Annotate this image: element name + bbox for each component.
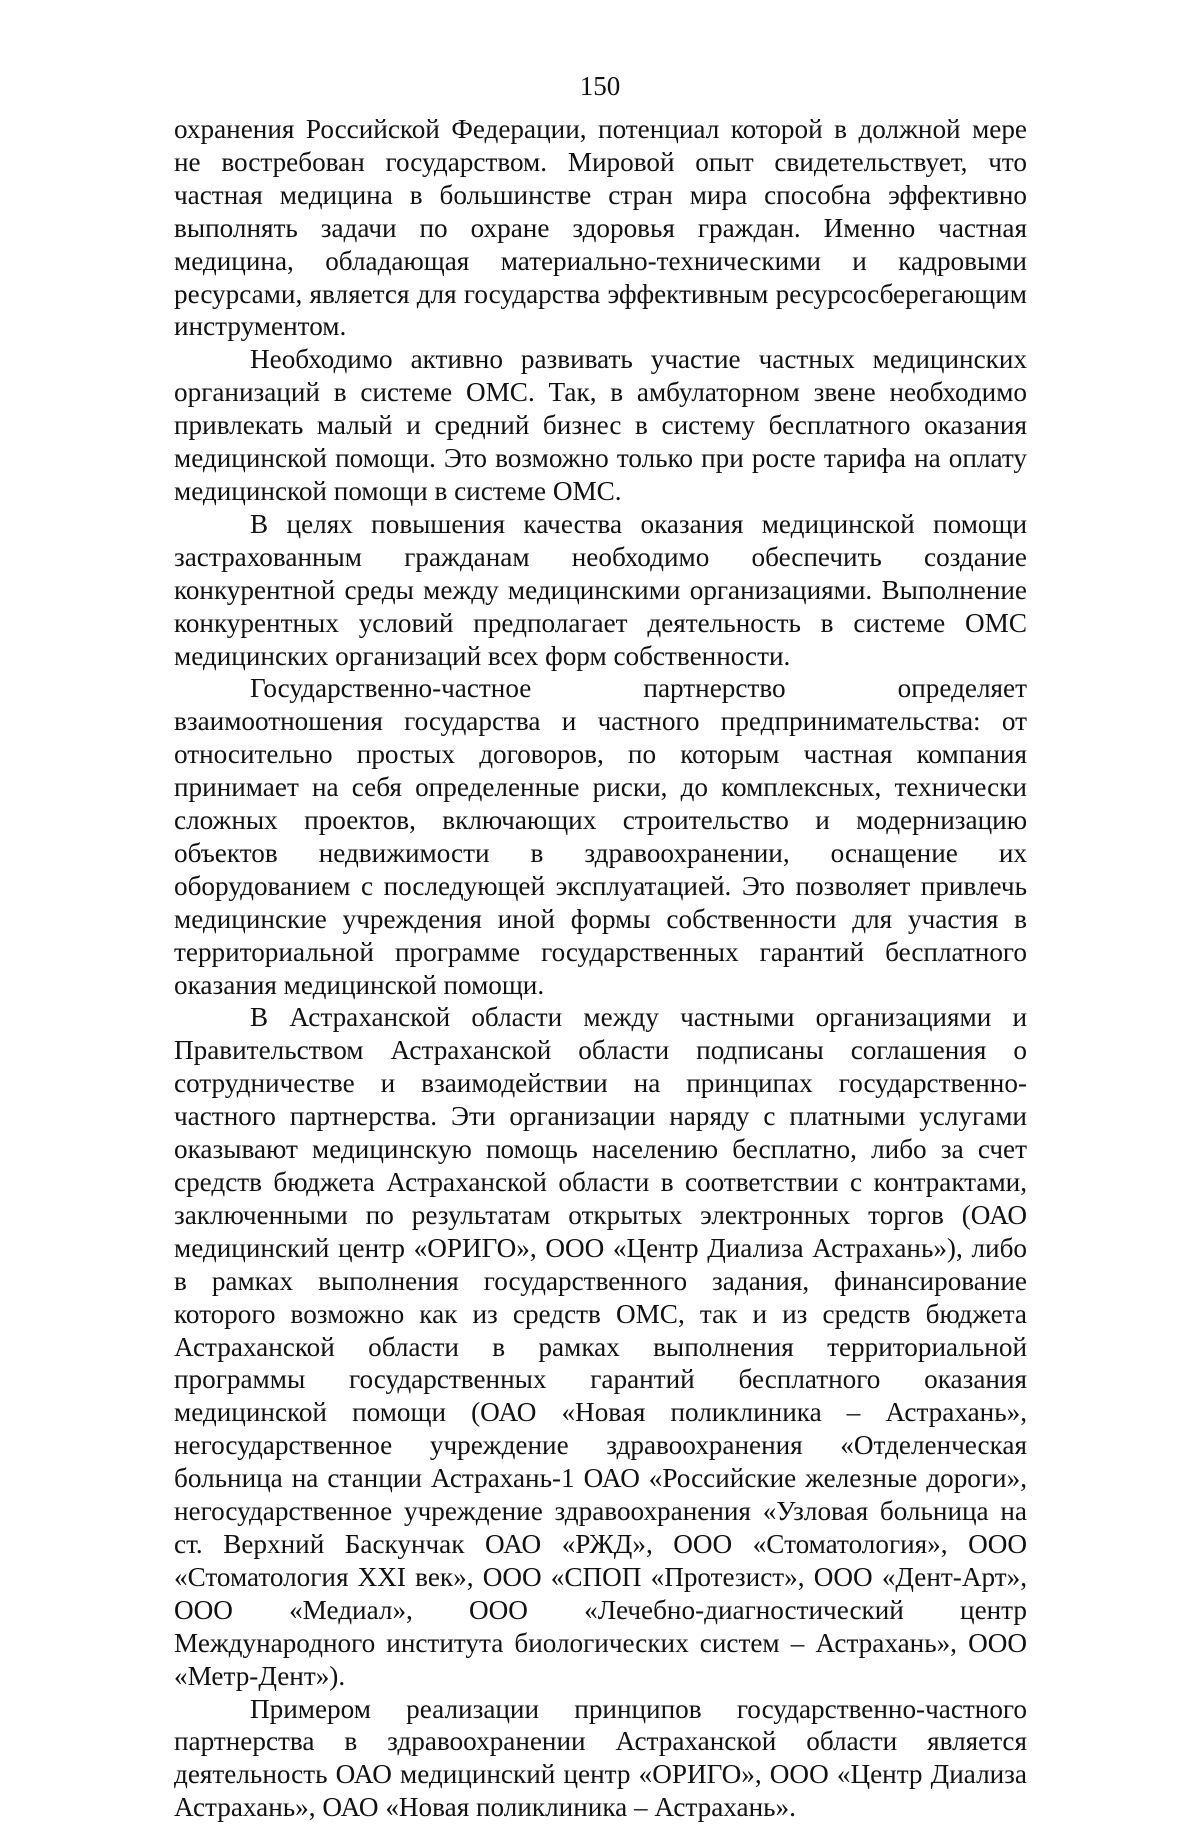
body-text xyxy=(174,113,1027,1824)
paragraph-public-private-partnership: Государственно-частное партнерство определяет взаимоотношения государства и частного предпринимательства: от относительно простых договоров, по которым частная компания принимает на себя определенные риски, до комплексных, технически сложных проектов, включающих строительство и модернизацию объектов недвижимости в здравоохранении, оснащение их оборудованием с последующей эксплуатацией. Это позволяет привлечь медицинские учреждения иной формы собственности для участия в территориальной программе государственных гарантий бесплатного оказания медицинской помощи. xyxy=(174,672,1027,1001)
page-number: 150 xyxy=(0,70,1200,102)
paragraph-examples: Примером реализации принципов государственно-частного партнерства в здравоохранении Астраханской области является деятельность ОАО медицинский центр «ОРИГО», ООО «Центр Диализа Астрахань», ОАО «Новая поликлиника – Астрахань». xyxy=(174,1693,1027,1824)
paragraph-competition: В целях повышения качества оказания медицинской помощи застрахованным гражданам необходимо обеспечить создание конкурентной среды между медицинскими организациями. Выполнение конкурентных условий предполагает деятельность в системе ОМС медицинских организаций всех форм собственности. xyxy=(174,508,1027,673)
paragraph-oms-private-participation: Необходимо активно развивать участие частных медицинских организаций в системе ОМС. Так, в амбулаторном звене необходимо привлекать малый и средний бизнес в систему бесплатного оказания медицинской помощи. Это возможно только при росте тарифа на оплату медицинской помощи в системе ОМС. xyxy=(174,343,1027,508)
paragraph-astrakhan-agreements: В Астраханской области между частными организациями и Правительством Астраханской области подписаны соглашения о сотрудничестве и взаимодействии на принципах государственно-частного партнерства. Эти организации наряду с платными услугами оказывают медицинскую помощь населению бесплатно, либо за счет средств бюджета Астраханской области в соответствии с контрактами, заключенными по результатам открытых электронных торгов (ОАО медицинский центр «ОРИГО», ООО «Центр Диализа Астрахань»), либо в рамках выполнения государственного задания, финансирование которого возможно как из средств ОМС, так и из средств бюджета Астраханской области в рамках выполнения территориальной программы государственных гарантий бесплатного оказания медицинской помощи (ОАО «Новая поликлиника – Астрахань», негосударственное учреждение здравоохранения «Отделенческая больница на станции Астрахань-1 ОАО «Российские железные дороги», негосударственное учреждение здравоохранения «Узловая больница на ст. Верхний Баскунчак ОАО «РЖД», ООО «Стоматология», ООО «Стоматология XXI век», ООО «СПОП «Протезист», ООО «Дент-Арт», ООО «Медиал», ООО «Лечебно-диагностический центр Международного института биологических систем – Астрахань», ООО «Метр-Дент»). xyxy=(174,1001,1027,1692)
paragraph-continuation: охранения Российской Федерации, потенциал которой в должной мере не востребован государством. Мировой опыт свидетельствует, что частная медицина в большинстве стран мира способна эффективно выполнять задачи по охране здоровья граждан. Именно частная медицина, обладающая материально-техническими и кадровыми ресурсами, является для государства эффективным ресурсосберегающим инструментом. xyxy=(174,113,1027,343)
